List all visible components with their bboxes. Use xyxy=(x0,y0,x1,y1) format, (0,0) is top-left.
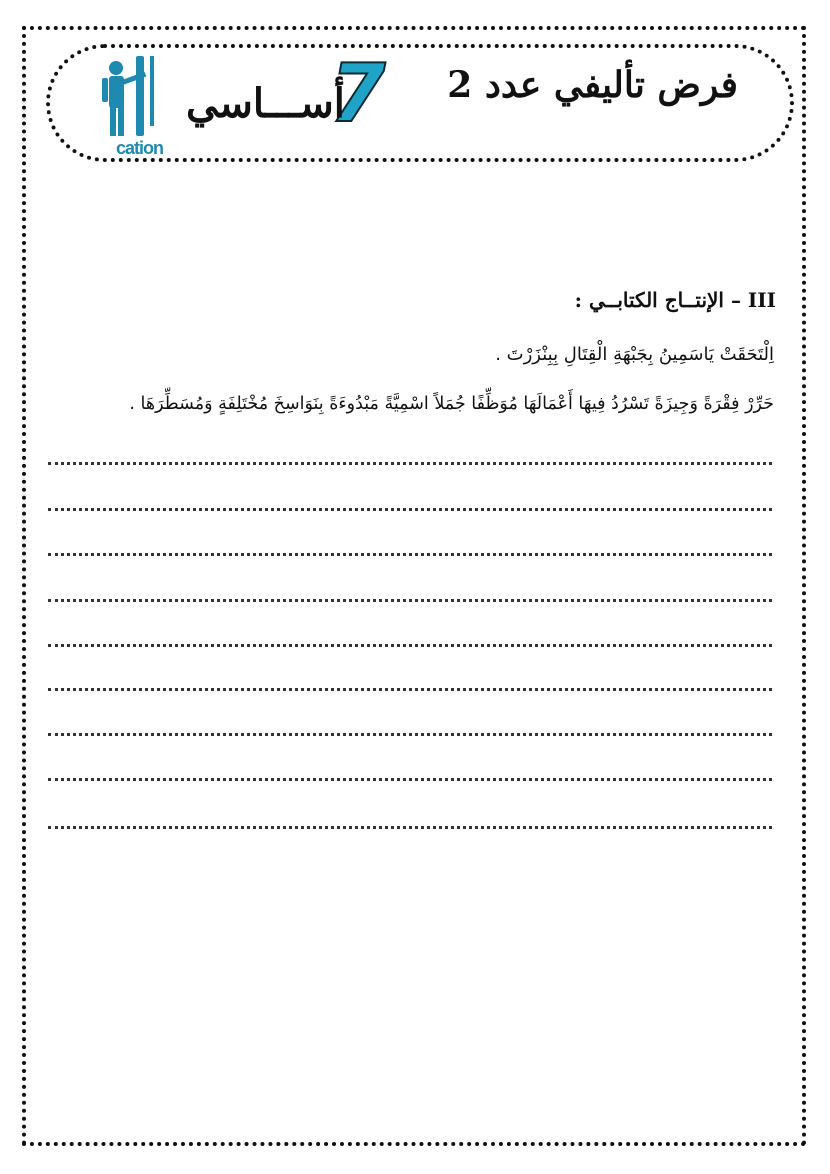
writing-line xyxy=(48,733,772,736)
writing-line xyxy=(48,553,772,556)
section-heading: III – الإنتــاج الكتابــي : xyxy=(574,288,776,312)
grade-number: 7 xyxy=(330,47,386,140)
writing-line xyxy=(48,778,772,781)
instruction-line-1: اِلْتَحَقَتْ يَاسَمِينُ بِجَبْهَةِ الْقِتَالِ بِبِنْزَرْتَ . xyxy=(495,344,774,365)
writing-line xyxy=(48,599,772,602)
writing-line xyxy=(48,688,772,691)
writing-line xyxy=(48,508,772,511)
writing-line xyxy=(48,644,772,647)
page-border xyxy=(22,26,806,1146)
writing-line xyxy=(48,826,772,829)
writing-line xyxy=(48,462,772,465)
instruction-line-2: حَرِّرْ فِقْرَةً وَجِيزَةً تَسْرُدُ فِيهَا أَعْمَالَهَا مُوَظِّفًا جُمَلاً اسْمِيَّةً مَبْدُوءَةً بِنَوَاسِخَ مُخْتَلِفَةٍ وَمُسَطِّرَهَا . xyxy=(129,394,774,414)
grade-level: أســـاسي xyxy=(186,80,345,127)
exam-title: فرض تأليفي عدد 2 xyxy=(447,64,738,106)
logo-caption: cation xyxy=(116,138,164,158)
